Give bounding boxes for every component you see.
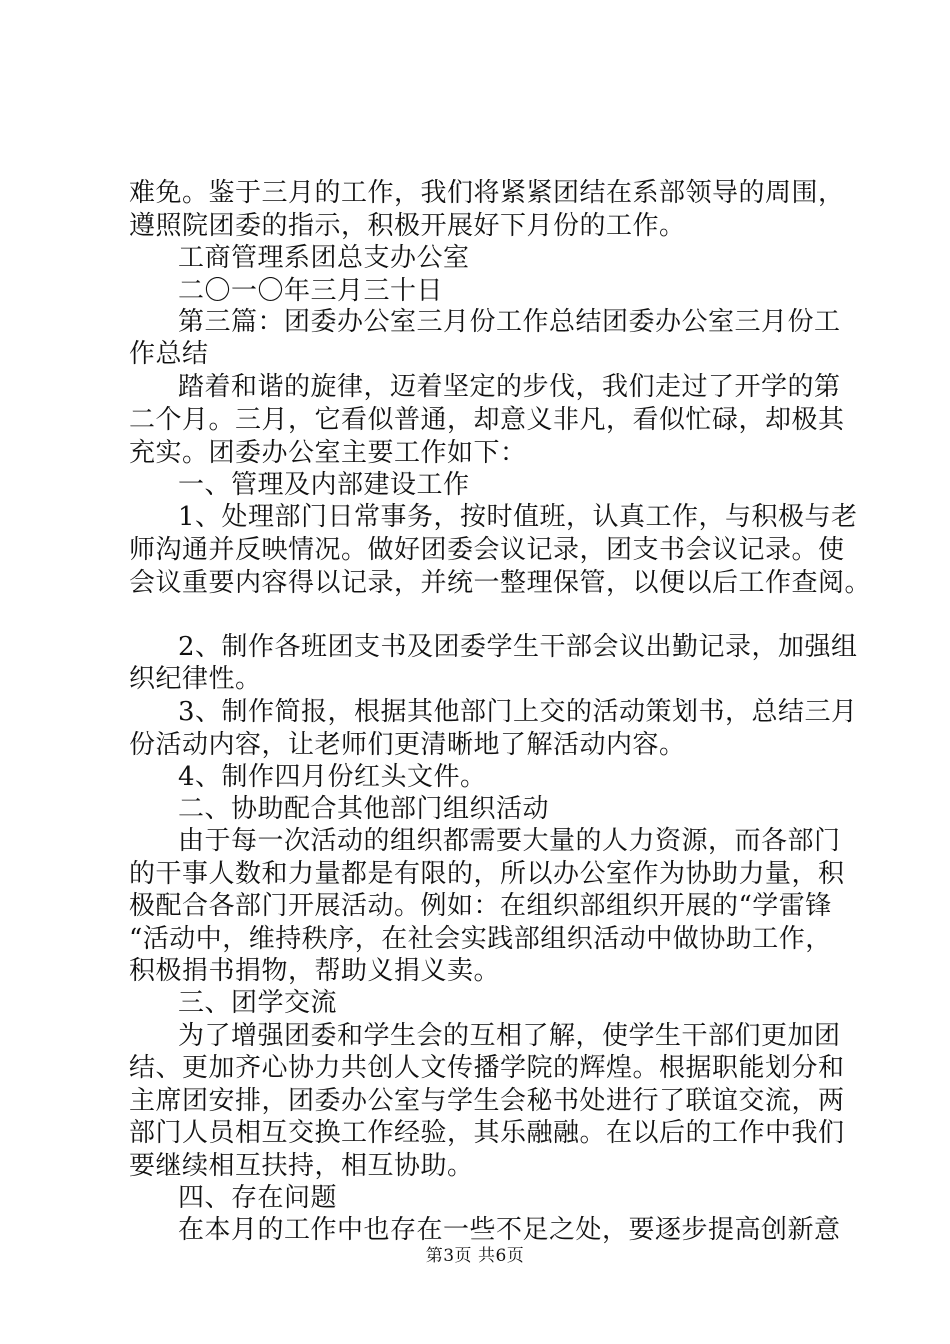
text-line: 为了增强团委和学生会的互相了解，使学生干部们更加团: [178, 1021, 841, 1051]
text-line: 积极捐书捐物，帮助义捐义卖。: [129, 956, 501, 986]
text-line: 二、协助配合其他部门组织活动: [178, 794, 550, 824]
text-line: 工商管理系团总支办公室: [178, 243, 470, 273]
text-line: 要继续相互扶持，相互协助。: [129, 1151, 474, 1181]
text-line: 4、制作四月份红头文件。: [178, 762, 487, 792]
text-line: 遵照院团委的指示，积极开展好下月份的工作。: [129, 211, 686, 241]
text-line: 1、处理部门日常事务，按时值班，认真工作，与积极与老: [178, 502, 858, 532]
page-number-footer: 第3页 共6页: [425, 1246, 525, 1266]
text-line: 第三篇：团委办公室三月份工作总结团委办公室三月份工: [178, 307, 841, 337]
text-line: 四、存在问题: [178, 1183, 338, 1213]
text-line: 织纪律性。: [129, 664, 262, 694]
text-line: 3、制作简报，根据其他部门上交的活动策划书，总结三月: [178, 697, 858, 727]
text-line: 主席团安排，团委办公室与学生会秘书处进行了联谊交流，两: [129, 1086, 845, 1116]
text-line: 在本月的工作中也存在一些不足之处，要逐步提高创新意: [178, 1215, 841, 1245]
text-line: 部门人员相互交换工作经验，其乐融融。在以后的工作中我们: [129, 1118, 845, 1148]
text-line: 踏着和谐的旋律，迈着坚定的步伐，我们走过了开学的第: [178, 372, 841, 402]
text-line: 会议重要内容得以记录，并统一整理保管，以便以后工作查阅。: [129, 568, 872, 598]
text-line: 作总结: [129, 339, 209, 369]
text-line: 极配合各部门开展活动。例如：在组织部组织开展的“学雷锋: [129, 891, 832, 921]
text-line: 师沟通并反映情况。做好团委会议记录，团支书会议记录。使: [129, 535, 845, 565]
text-line: 2、制作各班团支书及团委学生干部会议出勤记录，加强组: [178, 632, 858, 662]
text-line: 三、团学交流: [178, 988, 338, 1018]
text-line: 的干事人数和力量都是有限的，所以办公室作为协助力量，积: [129, 859, 845, 889]
text-line: 充实。团委办公室主要工作如下：: [129, 438, 527, 468]
text-line: 结、更加齐心协力共创人文传播学院的辉煌。根据职能划分和: [129, 1053, 845, 1083]
text-line: 一、管理及内部建设工作: [178, 470, 470, 500]
text-line: 份活动内容，让老师们更清晰地了解活动内容。: [129, 730, 686, 760]
text-line: 由于每一次活动的组织都需要大量的人力资源，而各部门: [178, 826, 841, 856]
text-line: 难免。鉴于三月的工作，我们将紧紧团结在系部领导的周围，: [129, 178, 845, 208]
text-line: “活动中，维持秩序，在社会实践部组织活动中做协助工作，: [129, 924, 832, 954]
text-line: 二〇一〇年三月三十日: [178, 276, 444, 306]
text-line: 二个月。三月，它看似普通，却意义非凡，看似忙碌，却极其: [129, 405, 845, 435]
